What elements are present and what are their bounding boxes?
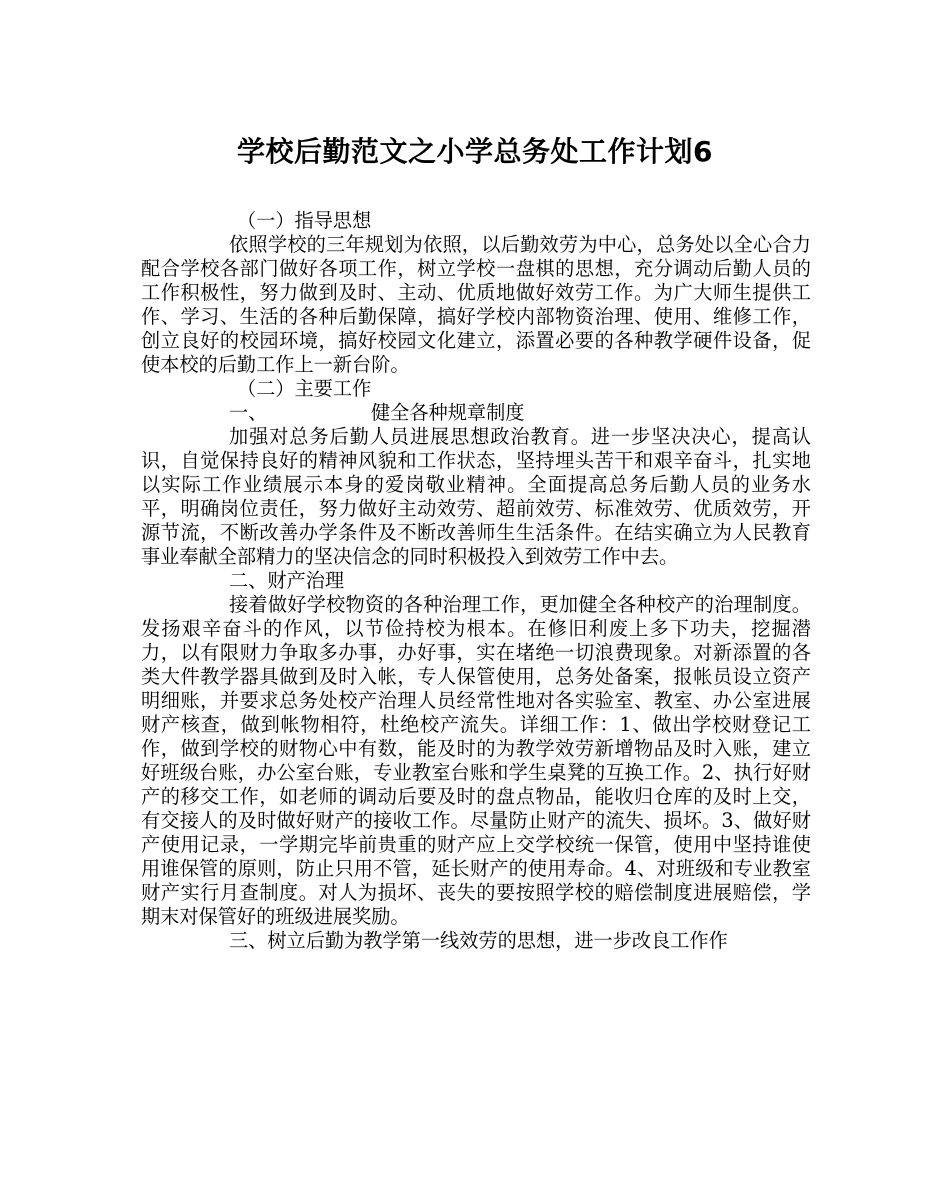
paragraph-property-management: 接着做好学校物资的各种治理工作，更加健全各种校产的治理制度。发扬艰辛奋斗的作风，以节俭持校为根本。在修旧利废上多下功夫，挖掘潜力，以有限财力争取多办事，办好事，实在堵绝一切浪费现象。对新添置的各类大件教学器具做到及时入帐，专人保管使用，总务处备案，报帐员设立资产明细账，并要求总务处校产治理人员经常性地对各实验室、教室、办公室进展财产核查，做到帐物相符，杜绝校产流失。详细工作：1、做出学校财登记工作，做到学校的财物心中有数，能及时的为教学效劳新增物品及时入账，建立好班级台账，办公室台账，专业教室台账和学生桌凳的互换工作。2、执行好财产的移交工作，如老师的调动后要及时的盘点物品，能收归仓库的及时上交，有交接人的及时做好财产的接收工作。尽量防止财产的流失、损坏。3、做好财产使用记录，一学期完毕前贵重的财产应上交学校统一保管，使用中坚持谁使用谁保管的原则，防止只用不管，延长财产的使用寿命。4、对班级和专业教室财产实行月查制度。对人为损坏、丧失的要按照学校的赔偿制度进展赔偿，学期末对保管好的班级进展奖励。: [141, 593, 811, 928]
document-body: [141, 209, 811, 953]
paragraph-regulations: 加强对总务后勤人员进展思想政治教育。进一步坚决决心，提高认识，自觉保持良好的精神风貌和工作状态，坚持埋头苦干和艰辛奋斗，扎实地以实际工作业绩展示本身的爱岗敬业精神。全面提高总务后勤人员的业务水平，明确岗位责任，努力做好主动效劳、超前效劳、标准效劳、优质效劳，开源节流，不断改善办学条件及不断改善师生生活条件。在结实确立为人民教育事业奉献全部精力的坚决信念的同时积极投入到效劳工作中去。: [141, 425, 811, 568]
paragraph-logistics-service: 三、树立后勤为教学第一线效劳的思想，进一步改良工作作: [229, 929, 728, 952]
paragraph-guiding-ideology: 依照学校的三年规划为依照，以后勤效劳为中心，总务处以全心合力配合学校各部门做好各项工作，树立学校一盘棋的思想，充分调动后勤人员的工作积极性，努力做到及时、主动、优质地做好效劳工作。为广大师生提供工作、学习、生活的各种后勤保障，搞好学校内部物资治理、使用、维修工作，创立良好的校园环境，搞好校园文化建立，添置必要的各种教学硬件设备，促使本校的后勤工作上一新台阶。: [141, 233, 811, 376]
item-title: 健全各种规章制度: [371, 401, 525, 424]
item-number: 一、: [229, 401, 268, 424]
section-heading-main-work: （二）主要工作: [237, 377, 372, 400]
item-heading-property-management: 二、财产治理: [229, 569, 345, 592]
section-heading-guiding-ideology: （一）指导思想: [237, 209, 372, 232]
item-heading-regulations: [141, 401, 811, 425]
document-title: 学校后勤范文之小学总务处工作计划6: [237, 135, 713, 168]
